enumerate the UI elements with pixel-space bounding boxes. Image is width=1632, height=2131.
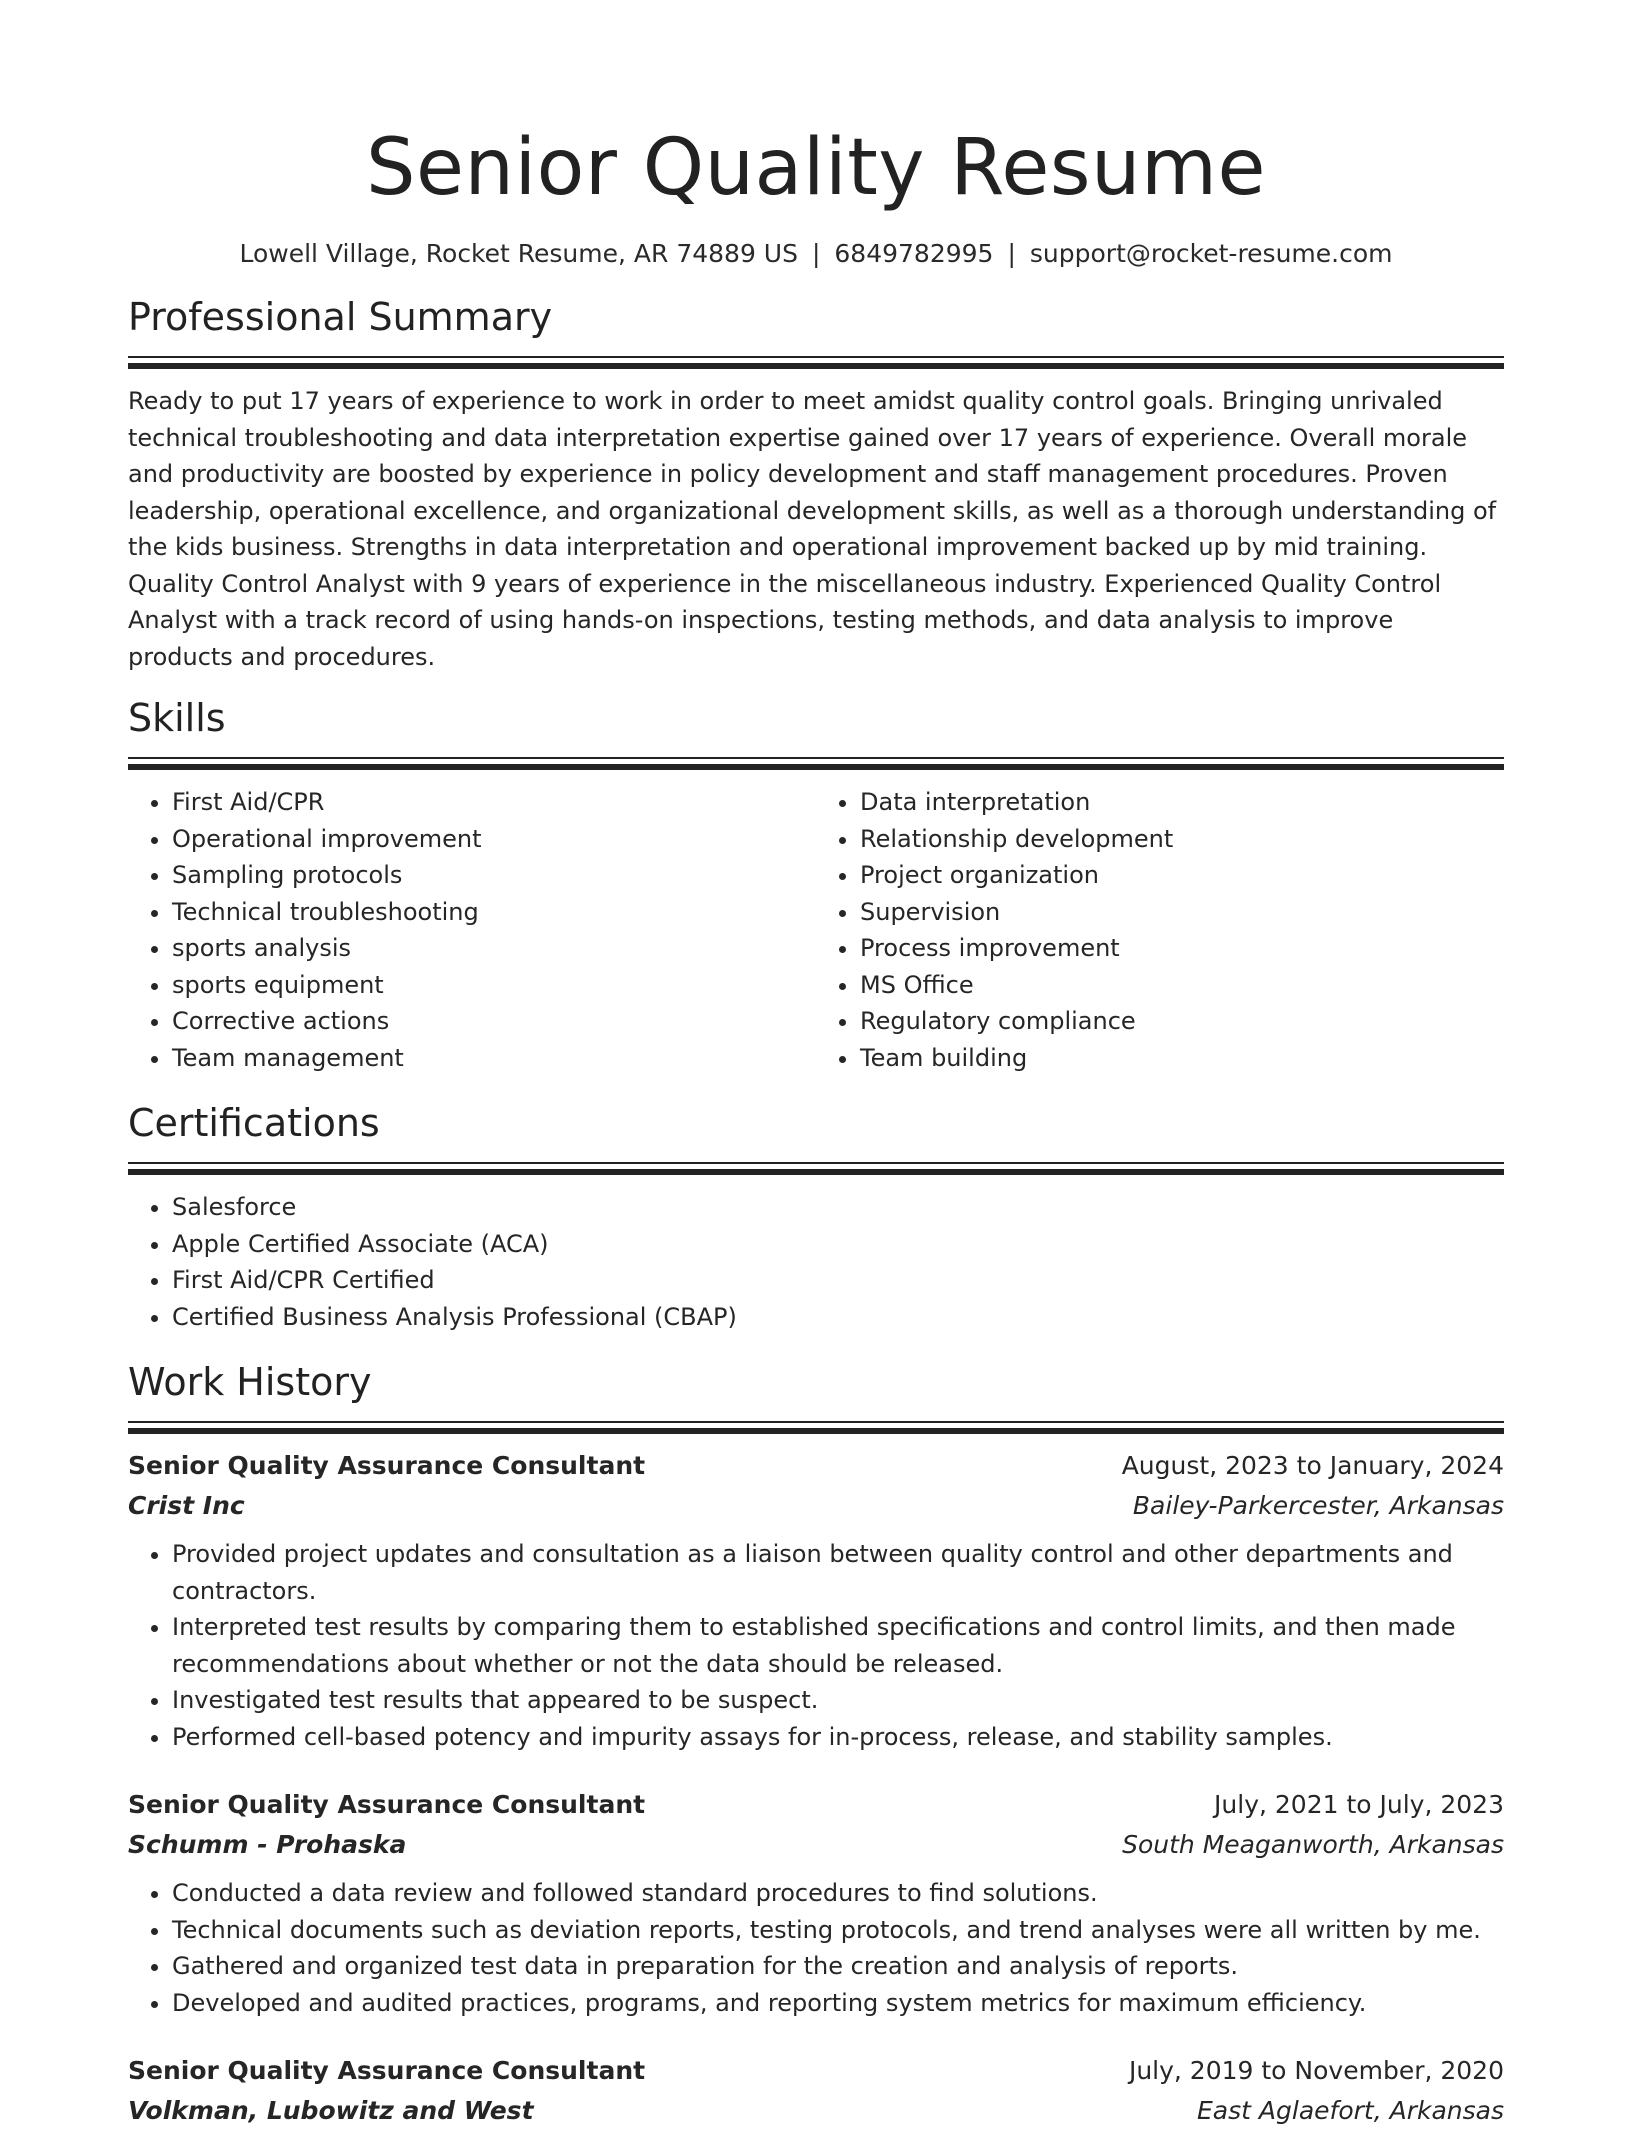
job-company: Crist Inc	[128, 1491, 245, 1520]
contact-phone: 6849782995	[834, 239, 994, 268]
contact-email[interactable]: support@rocket-resume.com	[1029, 239, 1393, 268]
job-subheader	[128, 2091, 1504, 2131]
section-title-summary: Professional Summary	[128, 295, 553, 339]
work-history-section	[128, 1357, 1504, 2131]
skill-item: • Technical troubleshooting	[172, 894, 816, 931]
job-title: Senior Quality Assurance Consultant	[128, 1790, 646, 1819]
contact-line	[128, 236, 1504, 272]
summary-text: Ready to put 17 years of experience to work in order to meet amidst quality control goals. Bringing unrivaled technical troubleshooting and data interpretation expertise gained over 17 years of experience. Overall morale and productivity are boosted by experience in policy development and staff management procedures. Proven leadership, operational excellence, and organizational development skills, as well as a thorough understanding of the kids business. Strengths in data interpretation and operational improvement backed up by mid training. Quality Control Analyst with 9 years of experience in the miscellaneous industry. Experienced Quality Control Analyst with a track record of using hands-on inspections, testing methods, and data analysis to improve products and procedures.	[128, 387, 1497, 671]
job-title: Senior Quality Assurance Consultant	[128, 2056, 646, 2085]
skill-item: • Operational improvement	[172, 821, 816, 858]
certification-item: • Salesforce	[172, 1189, 1504, 1226]
job-dates: July, 2021 to July, 2023	[1214, 1790, 1504, 1819]
skills-list-right	[816, 784, 1504, 1076]
skills-section	[128, 693, 1504, 1076]
job-entry	[128, 1446, 1504, 1755]
section-divider	[128, 1162, 1504, 1175]
skill-item: • MS Office	[860, 967, 1504, 1004]
certification-item: • Apple Certified Associate (ACA)	[172, 1226, 1504, 1263]
job-bullet: • Provided project updates and consultation as a liaison between quality control and other departments and contractors.	[172, 1536, 1504, 1609]
job-bullet: • Developed and audited practices, programs, and reporting system metrics for maximum efficiency.	[172, 1985, 1504, 2022]
job-bullet: • Performed cell-based potency and impurity assays for in-process, release, and stability samples.	[172, 1719, 1504, 1756]
job-subheader	[128, 1486, 1504, 1526]
job-bullet: • Gathered and organized test data in preparation for the creation and analysis of reports.	[172, 1948, 1504, 1985]
job-bullet: • Interpreted test results by comparing them to established specifications and control limits, and then made recommendations about whether or not the data should be released.	[172, 1609, 1504, 1682]
certification-item: • First Aid/CPR Certified	[172, 1262, 1504, 1299]
job-title: Senior Quality Assurance Consultant	[128, 1451, 646, 1480]
job-bullets	[128, 1875, 1504, 2021]
skill-item: • Team building	[860, 1040, 1504, 1077]
section-divider	[128, 1421, 1504, 1434]
skill-item: • Relationship development	[860, 821, 1504, 858]
skill-item: • Process improvement	[860, 930, 1504, 967]
job-location: East Aglaefort, Arkansas	[1197, 2096, 1504, 2125]
section-title-certifications: Certifications	[128, 1101, 380, 1145]
summary-section	[128, 292, 1504, 675]
job-header	[128, 1785, 1504, 1825]
job-subheader	[128, 1825, 1504, 1865]
contact-separator: |	[811, 239, 821, 268]
job-entry	[128, 1785, 1504, 2021]
section-title-work-history: Work History	[128, 1360, 372, 1404]
section-divider	[128, 757, 1504, 770]
job-bullet: • Conducted a data review and followed standard procedures to find solutions.	[172, 1875, 1504, 1912]
skill-item: • Supervision	[860, 894, 1504, 931]
job-header	[128, 2051, 1504, 2091]
job-entry	[128, 2051, 1504, 2131]
resume-page	[128, 118, 1504, 2131]
skills-list-left	[128, 784, 816, 1076]
skill-item: • sports analysis	[172, 930, 816, 967]
job-location: Bailey-Parkercester, Arkansas	[1132, 1491, 1504, 1520]
skill-item: • Sampling protocols	[172, 857, 816, 894]
contact-address: Lowell Village, Rocket Resume, AR 74889 US	[239, 239, 798, 268]
contact-separator: |	[1007, 239, 1016, 268]
job-company: Volkman, Lubowitz and West	[128, 2096, 534, 2125]
certifications-section	[128, 1098, 1504, 1335]
job-bullet: • Technical documents such as deviation reports, testing protocols, and trend analyses were all written by me.	[172, 1912, 1504, 1949]
job-company: Schumm - Prohaska	[128, 1830, 407, 1859]
job-bullet: • Investigated test results that appeared to be suspect.	[172, 1682, 1504, 1719]
job-dates: August, 2023 to January, 2024	[1121, 1451, 1504, 1480]
skills-columns	[128, 784, 1504, 1076]
skill-item: • First Aid/CPR	[172, 784, 816, 821]
skill-item: • Data interpretation	[860, 784, 1504, 821]
certifications-list	[128, 1189, 1504, 1335]
skill-item: • Regulatory compliance	[860, 1003, 1504, 1040]
job-header	[128, 1446, 1504, 1486]
skill-item: • sports equipment	[172, 967, 816, 1004]
skill-item: • Project organization	[860, 857, 1504, 894]
section-divider	[128, 356, 1504, 369]
resume-name: Senior Quality Resume	[366, 123, 1266, 213]
job-location: South Meaganworth, Arkansas	[1122, 1830, 1504, 1859]
skill-item: • Corrective actions	[172, 1003, 816, 1040]
section-title-skills: Skills	[128, 696, 226, 740]
certification-item: • Certified Business Analysis Professional (CBAP)	[172, 1299, 1504, 1336]
job-bullets	[128, 1536, 1504, 1755]
skill-item: • Team management	[172, 1040, 816, 1077]
job-dates: July, 2019 to November, 2020	[1128, 2056, 1504, 2085]
